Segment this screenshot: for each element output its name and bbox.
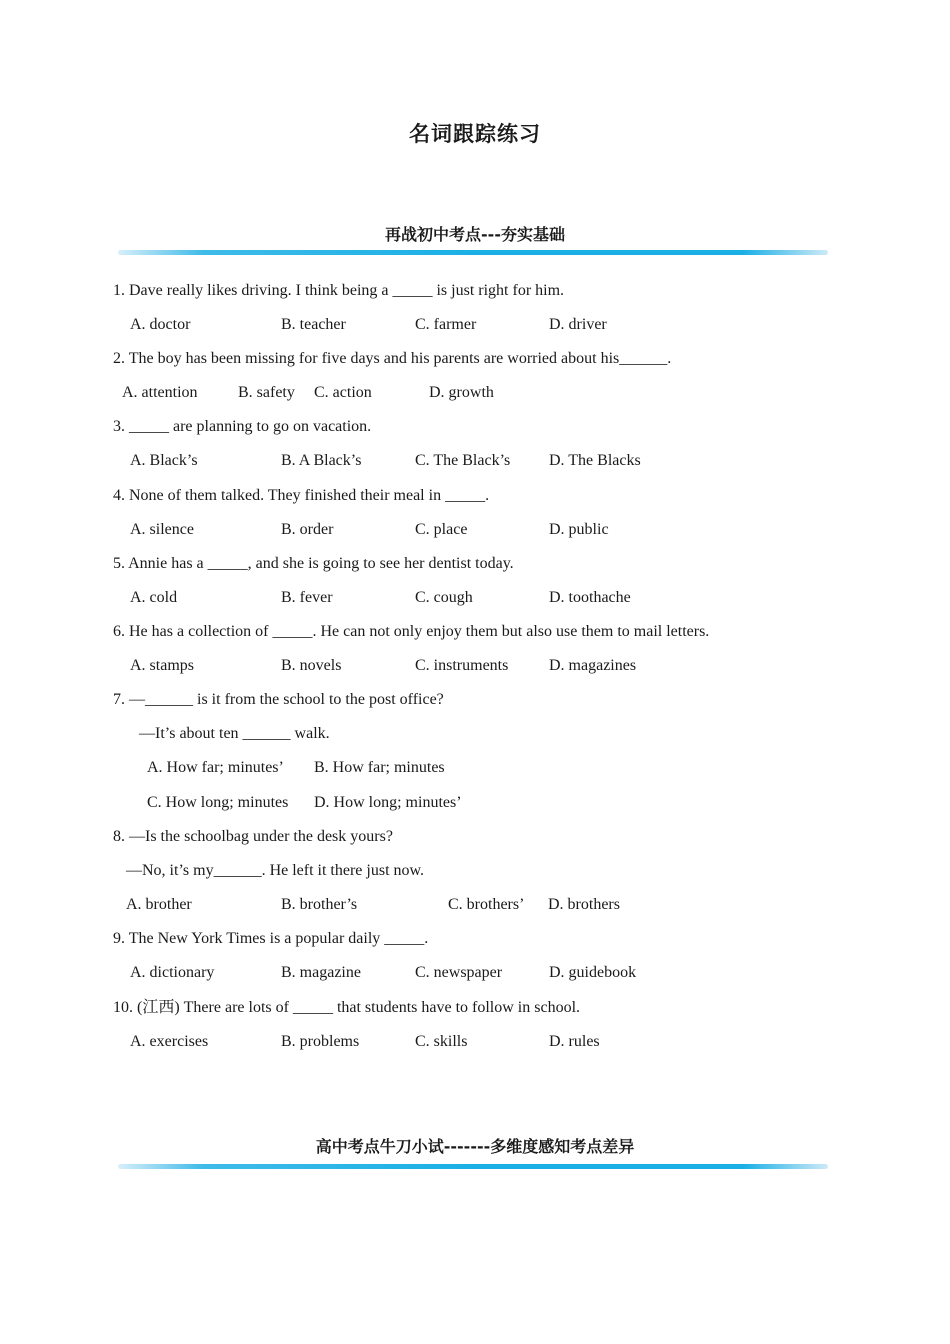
q3-option-d: D. The Blacks: [549, 452, 641, 469]
q4-option-b: B. order: [281, 521, 334, 538]
page-title: 名词跟踪练习: [409, 122, 541, 146]
question-1: 1. Dave really likes driving. I think being a _____ is just right for him.: [113, 282, 565, 299]
q7-option-a: A. How far; minutes’: [147, 759, 284, 776]
q2-option-a: A. attention: [122, 384, 198, 401]
q4-option-a: A. silence: [130, 521, 194, 538]
q3-option-b: B. A Black’s: [281, 452, 362, 469]
q1-option-a: A. doctor: [130, 316, 191, 333]
q8-option-c: C. brothers’: [448, 896, 525, 913]
q2-option-b: B. safety: [238, 384, 295, 401]
q5-option-c: C. cough: [415, 589, 473, 606]
q6-option-b: B. novels: [281, 657, 342, 674]
q6-option-d: D. magazines: [549, 657, 637, 674]
q10-option-c: C. skills: [415, 1033, 468, 1050]
q9-option-a: A. dictionary: [130, 964, 215, 981]
q3-option-c: C. The Black’s: [415, 452, 511, 469]
section-divider: [118, 250, 828, 255]
section-heading-high-school: 高中考点牛刀小试-------多维度感知考点差异: [315, 1137, 635, 1156]
q9-option-c: C. newspaper: [415, 964, 503, 981]
q10-option-b: B. problems: [281, 1033, 360, 1050]
question-8-reply: —No, it’s my______. He left it there just now.: [126, 862, 425, 879]
q1-option-d: D. driver: [549, 316, 607, 333]
q9-option-d: D. guidebook: [549, 964, 637, 981]
q10-option-a: A. exercises: [130, 1033, 209, 1050]
q8-option-d: D. brothers: [548, 896, 620, 913]
q3-option-a: A. Black’s: [130, 452, 198, 469]
question-8: 8. —Is the schoolbag under the desk yours?: [113, 828, 393, 845]
q8-option-a: A. brother: [126, 896, 192, 913]
question-10: 10. (江西) There are lots of _____ that students have to follow in school.: [113, 999, 581, 1016]
section-heading-middle-school: 再战初中考点---夯实基础: [385, 225, 565, 244]
q8-option-b: B. brother’s: [281, 896, 358, 913]
q7-option-d: D. How long; minutes’: [314, 794, 462, 811]
q4-option-d: D. public: [549, 521, 609, 538]
q5-option-a: A. cold: [130, 589, 178, 606]
q2-option-d: D. growth: [429, 384, 494, 401]
q2-option-c: C. action: [314, 384, 372, 401]
q7-option-b: B. How far; minutes: [314, 759, 445, 776]
q6-option-c: C. instruments: [415, 657, 509, 674]
question-3: 3. _____ are planning to go on vacation.: [113, 418, 372, 435]
q4-option-c: C. place: [415, 521, 468, 538]
question-7-reply: —It’s about ten ______ walk.: [139, 725, 330, 742]
q1-option-b: B. teacher: [281, 316, 346, 333]
q6-option-a: A. stamps: [130, 657, 194, 674]
q10-option-d: D. rules: [549, 1033, 600, 1050]
question-9: 9. The New York Times is a popular daily _____.: [113, 930, 429, 947]
q9-option-b: B. magazine: [281, 964, 361, 981]
question-2: 2. The boy has been missing for five days and his parents are worried about his______.: [113, 350, 672, 367]
q5-option-b: B. fever: [281, 589, 333, 606]
q5-option-d: D. toothache: [549, 589, 631, 606]
question-7: 7. —______ is it from the school to the post office?: [113, 691, 444, 708]
section-divider: [118, 1164, 828, 1169]
q1-option-c: C. farmer: [415, 316, 477, 333]
question-6: 6. He has a collection of _____. He can not only enjoy them but also use them to mail letters.: [113, 623, 710, 640]
question-5: 5. Annie has a _____, and she is going to see her dentist today.: [113, 555, 514, 572]
question-4: 4. None of them talked. They finished their meal in _____.: [113, 487, 490, 504]
q7-option-c: C. How long; minutes: [147, 794, 289, 811]
